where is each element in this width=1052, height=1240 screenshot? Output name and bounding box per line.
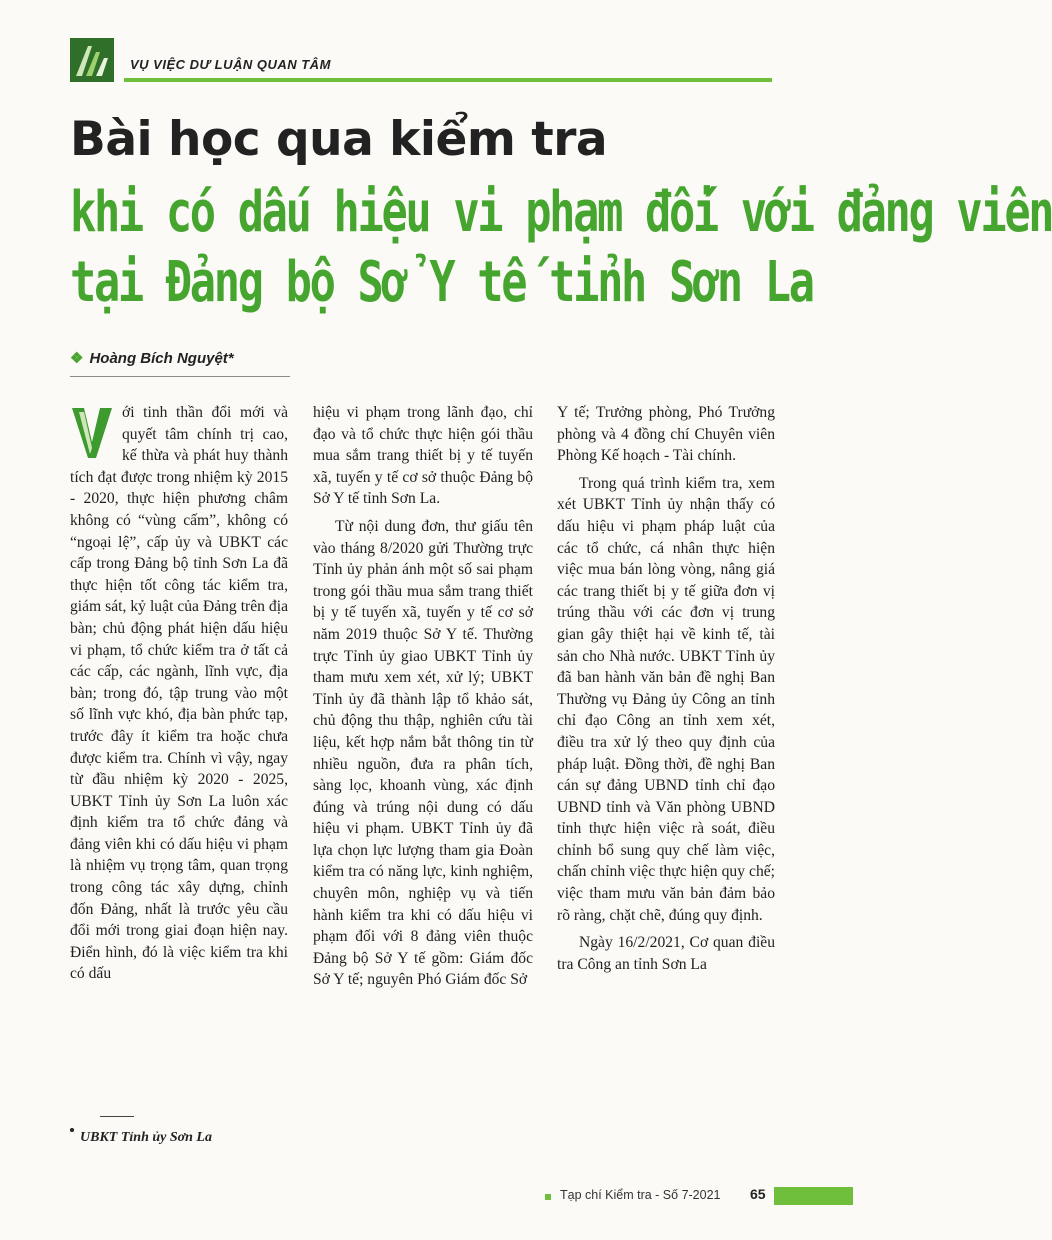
paragraph: Ngày 16/2/2021, Cơ quan điều tra Công an tỉnh Sơn La	[557, 934, 775, 973]
article-column-3	[557, 402, 775, 975]
paragraph: Y tế; Trưởng phòng, Phó Trưởng phòng và 4 đồng chí Chuyên viên Phòng Kế hoạch - Tài chính.	[557, 404, 775, 465]
footnote-bullet	[70, 1128, 74, 1132]
paragraph: Trong quá trình kiểm tra, xem xét UBKT Tỉnh ủy nhận thấy có dấu hiệu vi phạm pháp luật của các tổ chức, cá nhân thực hiện việc mua bán lòng vòng, nâng giá các trang thiết bị y tế giữa đơn vị trúng thầu với các đơn vị trung gian gây thiệt hại về kinh tế, tài sản cho Nhà nước. UBKT Tỉnh ủy đã ban hành văn bản đề nghị Ban Thường vụ Đảng ủy Công an tỉnh chỉ đạo Công an tỉnh xem xét, điều tra xử lý theo quy định của pháp luật. Đồng thời, đề nghị Ban cán sự đảng UBND tỉnh chỉ đạo UBND tỉnh và Văn phòng UBND tỉnh thực hiện việc rà soát, điều chỉnh bổ sung quy chế làm việc, chấn chỉnh việc thực hiện quy chế; việc tham mưu văn bản đảm bảo rõ ràng, chặt chẽ, đúng quy định.	[557, 474, 775, 924]
footnote-rule	[100, 1116, 134, 1117]
paragraph: hiệu vi phạm trong lãnh đạo, chỉ đạo và tổ chức thực hiện gói thầu mua sắm trang thiết bị y tế tuyến xã, tuyến y tế cơ sở thuộc Đảng bộ Sở Y tế tỉnh Sơn La.	[313, 404, 533, 508]
article-column-1	[70, 402, 288, 985]
article-title-line-1: Bài học qua kiểm tra	[70, 112, 608, 167]
header-rule	[124, 78, 772, 82]
article-title-line-2: khi có dấu hiệu vi phạm đối với đảng viên	[70, 180, 1052, 245]
section-label: VỤ VIỆC DƯ LUẬN QUAN TÂM	[130, 57, 331, 72]
magazine-logo-icon	[70, 38, 114, 82]
article-title-line-3: tại Đảng bộ Sở Y tế tỉnh Sơn La	[70, 250, 813, 315]
paragraph: ới tinh thần đổi mới và quyết tâm chính trị cao, kế thừa và phát huy thành tích đạt được trong nhiệm kỳ 2015 - 2020, thực hiện phương châm không có “vùng cấm”, không có “ngoại lệ”, cấp ủy và UBKT các cấp trong Đảng bộ tỉnh Sơn La đã thực hiện tốt công tác kiểm tra, giám sát, kỷ luật của Đảng trên địa bàn; chủ động phát hiện dấu hiệu vi phạm, tổ chức kiểm tra ở tất cả các cấp, các ngành, lĩnh vực, địa bàn; trong đó, tập trung vào một số lĩnh vực khó, địa bàn phức tạp, trước đây ít kiểm tra hoặc chưa được kiểm tra. Chính vì vậy, ngay từ đầu nhiệm kỳ 2020 - 2025, UBKT Tỉnh ủy Sơn La luôn xác định kiểm tra tổ chức đảng và đảng viên khi có dấu hiệu vi phạm là nhiệm vụ trọng tâm, quan trọng trong công tác xây dựng, chỉnh đốn Đảng, nhất là trước yêu cầu đổi mới trong giai đoạn hiện nay. Điển hình, đó là việc kiểm tra khi có dấu	[70, 404, 288, 983]
journal-name: Tạp chí Kiểm tra - Số 7-2021	[560, 1188, 721, 1202]
paragraph: Từ nội dung đơn, thư giấu tên vào tháng 8/2020 gửi Thường trực Tỉnh ủy phản ánh một số sai phạm trong gói thầu mua sắm trang thiết bị y tế tuyến xã, tuyến y tế cơ sở năm 2019 thuộc Sở Y tế. Thường trực Tỉnh ủy giao UBKT Tỉnh ủy tham mưu xem xét, xử lý; UBKT Tỉnh ủy đã thành lập tổ khảo sát, chủ động thu thập, nghiên cứu tài liệu, kết hợp nắm bắt thông tin từ nhiều nguồn, đưa ra phân tích, sàng lọc, khoanh vùng, xác định đúng và trúng nội dung có dấu hiệu vi phạm. UBKT Tỉnh ủy đã lựa chọn lực lượng tham gia Đoàn kiểm tra có năng lực, kinh nghiệm, chuyên môn, nghiệp vụ và tiến hành kiểm tra khi có dấu hiệu vi phạm đối với 8 đảng viên thuộc Đảng bộ Sở Y tế gồm: Giám đốc Sở Y tế; nguyên Phó Giám đốc Sở	[313, 517, 533, 989]
author-rule	[70, 376, 290, 377]
footer-bar	[774, 1187, 853, 1205]
author-byline	[70, 349, 234, 367]
footnote: UBKT Tỉnh ủy Sơn La	[80, 1130, 212, 1145]
footer-accent	[545, 1194, 551, 1200]
author-name: Hoàng Bích Nguyệt*	[89, 350, 234, 367]
article-column-2	[313, 402, 533, 991]
running-header	[70, 38, 772, 82]
diamond-icon: ❖	[70, 350, 84, 367]
dropcap-v-icon	[70, 404, 114, 462]
page-number: 65	[750, 1186, 766, 1202]
